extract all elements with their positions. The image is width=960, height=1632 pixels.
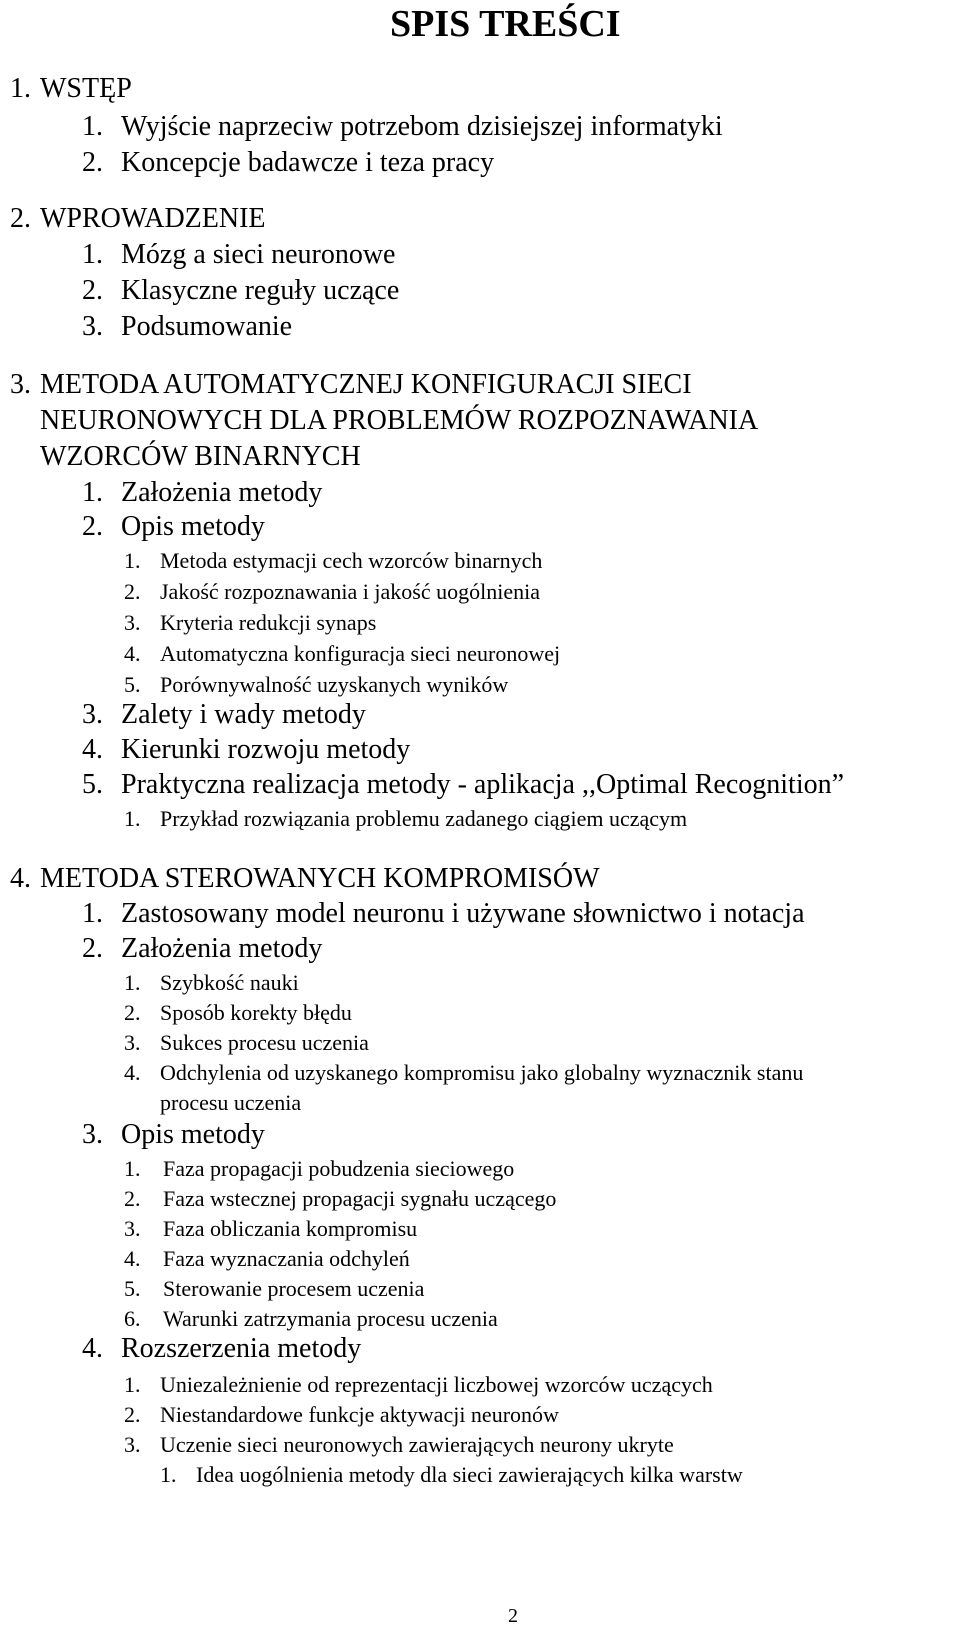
toc-entry-text: METODA STEROWANYCH KOMPROMISÓW	[40, 863, 600, 894]
toc-entry-text: Założenia metody	[121, 477, 323, 508]
toc-entry-number: 4.	[124, 641, 141, 666]
toc-entry-number: 3.	[124, 1216, 141, 1241]
toc-entry-number: 2.	[82, 511, 103, 542]
toc-entry-number: 2.	[82, 147, 103, 178]
toc-entry-number: 2.	[10, 203, 31, 234]
toc-entry-number: 5.	[124, 1276, 141, 1301]
toc-entry-number: 6.	[124, 1306, 141, 1331]
toc-entry-number: 4.	[82, 1333, 103, 1364]
toc-entry-text: Sterowanie procesem uczenia	[163, 1276, 425, 1301]
toc-entry-number: 1.	[82, 898, 103, 929]
toc-entry-text: Zastosowany model neuronu i używane słownictwo i notacja	[121, 898, 805, 929]
toc-entry-text: Sukces procesu uczenia	[160, 1030, 369, 1055]
toc-entry-number: 2.	[124, 1402, 141, 1427]
toc-entry-text: Jakość rozpoznawania i jakość uogólnienia	[160, 579, 540, 604]
toc-entry-text: WPROWADZENIE	[40, 203, 266, 234]
toc-entry-number: 1.	[124, 970, 141, 995]
toc-entry-number: 2.	[124, 1000, 141, 1025]
toc-entry-text: Kryteria redukcji synaps	[160, 610, 377, 635]
toc-entry-text: METODA AUTOMATYCZNEJ KONFIGURACJI SIECI	[40, 369, 692, 400]
toc-entry-number: 2.	[124, 579, 141, 604]
toc-entry-text: Wyjście naprzeciw potrzebom dzisiejszej informatyki	[121, 111, 723, 142]
toc-entry-text: NEURONOWYCH DLA PROBLEMÓW ROZPOZNAWANIA	[40, 405, 759, 436]
toc-entry-number: 3.	[124, 1432, 141, 1457]
toc-entry-text: Założenia metody	[121, 933, 323, 964]
toc-entry-text: Idea uogólnienia metody dla sieci zawierających kilka warstw	[196, 1462, 743, 1487]
toc-entry-text: Porównywalność uzyskanych wyników	[160, 672, 509, 697]
toc-entry-text: Przykład rozwiązania problemu zadanego ciągiem uczącym	[160, 806, 688, 831]
toc-entry-number: 5.	[82, 769, 103, 800]
toc-entry-number: 3.	[124, 1030, 141, 1055]
toc-entry-text: Opis metody	[121, 1119, 265, 1150]
toc-entry-text: Uczenie sieci neuronowych zawierających neurony ukryte	[160, 1432, 674, 1457]
toc-entry-text: Rozszerzenia metody	[121, 1333, 362, 1364]
toc-entry-number: 4.	[124, 1060, 141, 1085]
toc-entry-number: 4.	[82, 734, 103, 765]
toc-entry-number: 1.	[124, 548, 141, 573]
toc-entry-number: 4.	[10, 863, 31, 894]
toc-entry-number: 1.	[124, 1156, 141, 1181]
toc-entry-number: 3.	[124, 610, 141, 635]
toc-entry-number: 2.	[124, 1186, 141, 1211]
toc-entry-text: Klasyczne reguły uczące	[121, 275, 400, 306]
toc-entry-text: Faza obliczania kompromisu	[163, 1216, 418, 1241]
toc-entry-number: 3.	[82, 1119, 103, 1150]
toc-entry-text: Faza wstecznej propagacji sygnału uczącego	[163, 1186, 557, 1211]
toc-entry-text: Odchylenia od uzyskanego kompromisu jako globalny wyznacznik stanu	[160, 1060, 804, 1085]
toc-entry-number: 1.	[124, 1372, 141, 1397]
toc-entry-text: Niestandardowe funkcje aktywacji neuronów	[160, 1402, 559, 1427]
toc-entry-number: 3.	[82, 311, 103, 342]
page-number: 2	[508, 1605, 518, 1627]
toc-entry-text: Metoda estymacji cech wzorców binarnych	[160, 548, 543, 573]
toc-entry-text: Automatyczna konfiguracja sieci neuronowej	[160, 641, 561, 666]
toc-entry-text: WZORCÓW BINARNYCH	[40, 441, 361, 472]
toc-entry-text: Warunki zatrzymania procesu uczenia	[163, 1306, 498, 1331]
toc-entry-number: 5.	[124, 672, 141, 697]
toc-entry-text: Uniezależnienie od reprezentacji liczbowej wzorców uczących	[160, 1372, 713, 1397]
toc-entry-text: Podsumowanie	[121, 311, 293, 342]
toc-entry-text: Faza wyznaczania odchyleń	[163, 1246, 410, 1271]
toc-entry-number: 1.	[82, 239, 103, 270]
toc-entry-text: Praktyczna realizacja metody - aplikacja ,,Optimal Recognition”	[121, 769, 845, 800]
toc-entry-number: 1.	[10, 73, 31, 104]
toc-entry-text: procesu uczenia	[160, 1090, 302, 1115]
toc-entry-number: 1.	[82, 111, 103, 142]
toc-entry-text: Sposób korekty błędu	[160, 1000, 352, 1025]
toc-entry-text: Opis metody	[121, 511, 265, 542]
toc-entry-text: Mózg a sieci neuronowe	[121, 239, 396, 270]
toc-entry-number: 1.	[82, 477, 103, 508]
toc-entry-text: Szybkość nauki	[160, 970, 299, 995]
toc-entry-text: Koncepcje badawcze i teza pracy	[121, 147, 495, 178]
toc-entry-text: Kierunki rozwoju metody	[121, 734, 411, 765]
toc-entry-number: 2.	[82, 933, 103, 964]
toc-entry-number: 3.	[10, 369, 31, 400]
toc-entry-text: WSTĘP	[40, 73, 132, 104]
toc-entry-number: 1.	[160, 1462, 177, 1487]
page-title: SPIS TREŚCI	[390, 3, 621, 45]
toc-entry-number: 3.	[82, 699, 103, 730]
toc-entry-text: Zalety i wady metody	[121, 699, 366, 730]
toc-entry-number: 1.	[124, 806, 141, 831]
toc-entry-text: Faza propagacji pobudzenia sieciowego	[163, 1156, 515, 1181]
toc-entry-number: 4.	[124, 1246, 141, 1271]
toc-entry-number: 2.	[82, 275, 103, 306]
